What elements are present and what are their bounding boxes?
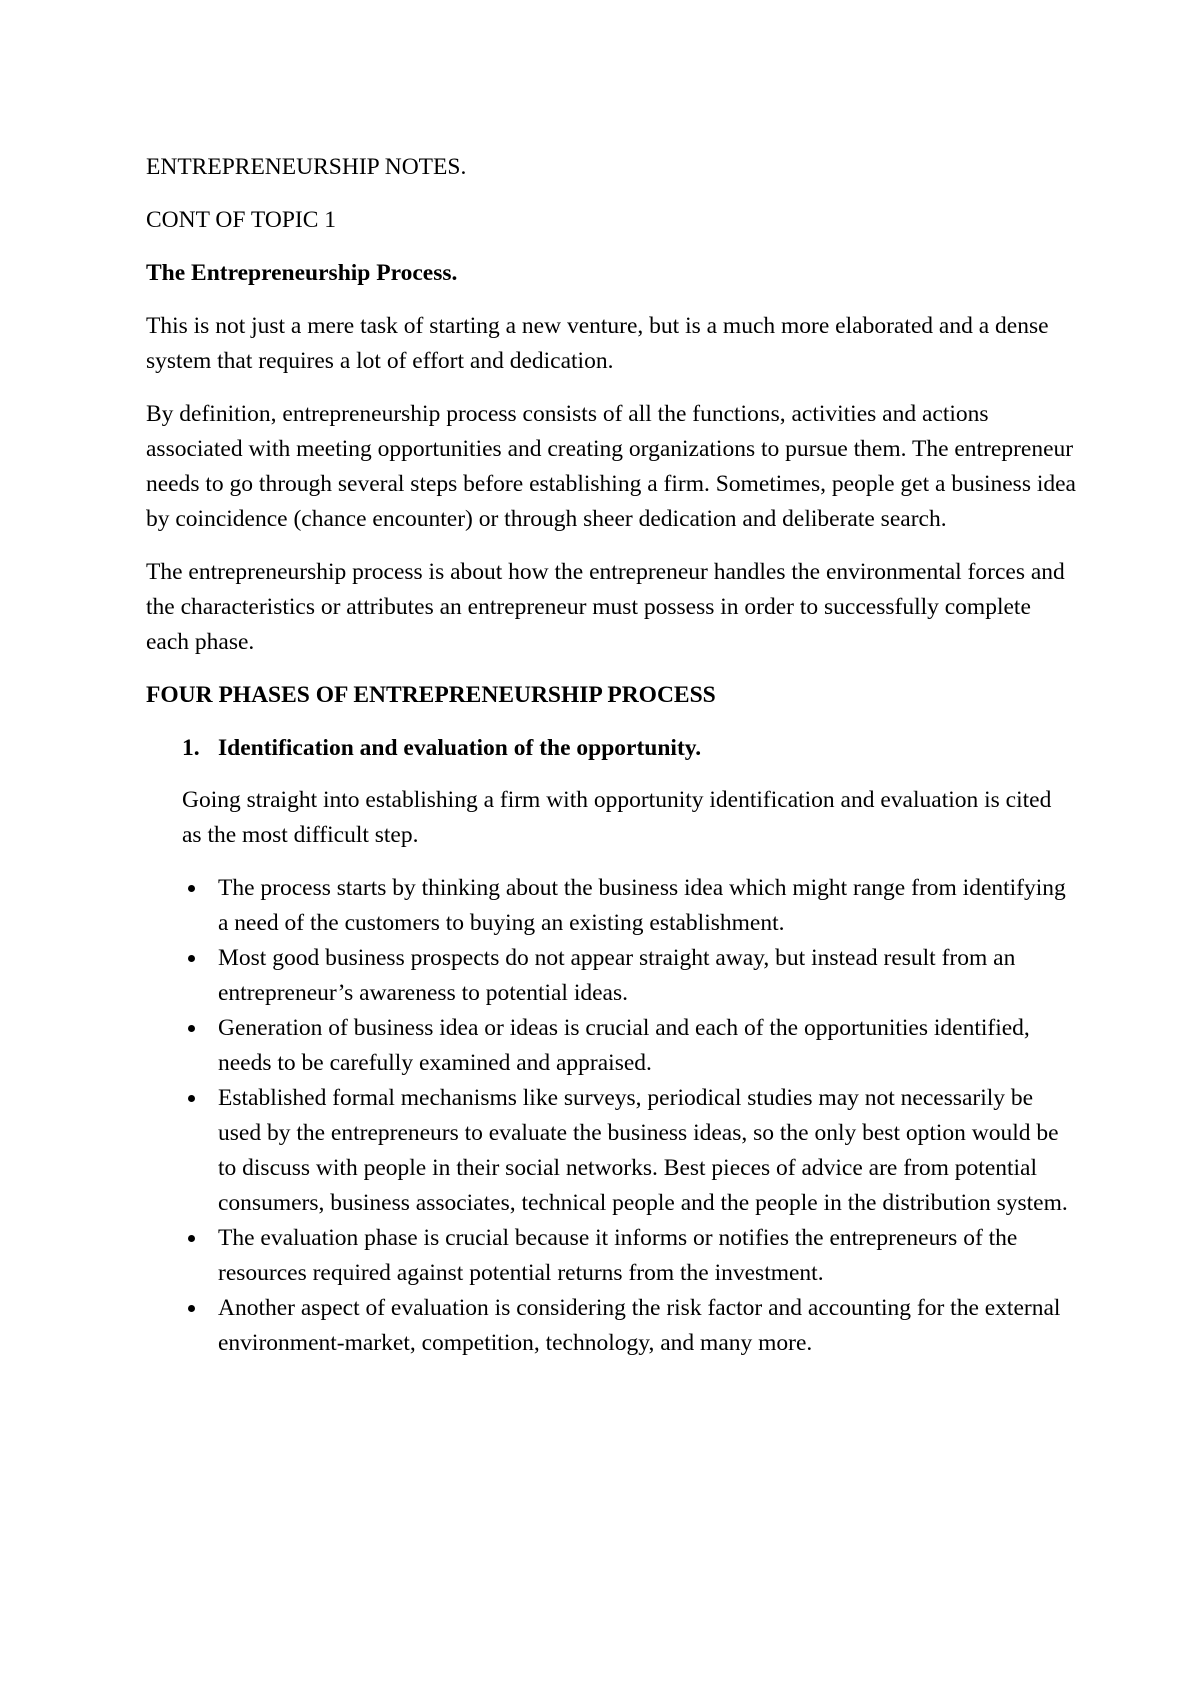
list-item — [182, 1081, 1076, 1221]
phases-heading: FOUR PHASES OF ENTREPRENEURSHIP PROCESS — [146, 682, 716, 708]
paragraph-intro: This is not just a mere task of starting a new venture, but is a much more elaborated and a dense system that requires a lot of effort and dedication. — [146, 313, 1049, 374]
list-item — [182, 1291, 1076, 1361]
phase-1-number: 1. — [182, 735, 200, 761]
bullet-text: Most good business prospects do not appear straight away, but instead result from an entrepreneur’s awareness to potential ideas. — [218, 945, 1016, 1006]
document-title: ENTREPRENEURSHIP NOTES. — [146, 154, 467, 180]
list-item — [182, 1221, 1076, 1291]
list-item — [182, 871, 1076, 941]
list-item — [182, 1011, 1076, 1081]
list-item — [182, 941, 1076, 1011]
paragraph-process: The entrepreneurship process is about how the entrepreneur handles the environmental forces and the characteristics or attributes an entrepreneur must possess in order to successfully complete each phase. — [146, 559, 1065, 655]
bullet-icon — [182, 1011, 218, 1046]
bullet-text: Another aspect of evaluation is considering the risk factor and accounting for the external environment-market, competition, technology, and many more. — [218, 1295, 1061, 1356]
bullet-text: The evaluation phase is crucial because it informs or notifies the entrepreneurs of the resources required against potential returns from the investment. — [218, 1225, 1018, 1286]
paragraph-definition: By definition, entrepreneurship process consists of all the functions, activities and actions associated with meeting opportunities and creating organizations to pursue them. The entrepreneur needs to go through several steps before establishing a firm. Sometimes, people get a business idea by coincidence (chance encounter) or through sheer dedication and deliberate search. — [146, 401, 1076, 532]
bullet-text: Generation of business idea or ideas is crucial and each of the opportunities identified, needs to be carefully examined and appraised. — [218, 1015, 1030, 1076]
section-heading: The Entrepreneurship Process. — [146, 260, 458, 286]
bullet-icon — [182, 1081, 218, 1116]
phase-1-title-text: Identification and evaluation of the opportunity. — [218, 735, 702, 761]
bullet-icon — [182, 871, 218, 906]
bullet-text: Established formal mechanisms like surveys, periodical studies may not necessarily be used by the entrepreneurs to evaluate the business ideas, so the only best option would be to discuss with people in their social networks. Best pieces of advice are from potential consumers, business associates, technical people and the people in the distribution system. — [218, 1085, 1068, 1216]
document-subtitle: CONT OF TOPIC 1 — [146, 207, 337, 233]
bullet-icon — [182, 1221, 218, 1256]
phase-1-intro: Going straight into establishing a firm with opportunity identification and evaluation is cited as the most difficult step. — [182, 787, 1052, 848]
bullet-icon — [182, 941, 218, 976]
phase-1-title — [146, 731, 1076, 766]
bullet-text: The process starts by thinking about the business idea which might range from identifying a need of the customers to buying an existing establishment. — [218, 875, 1066, 936]
bullet-icon — [182, 1291, 218, 1326]
document-body — [146, 150, 1076, 1361]
phase-1-bullet-list — [146, 871, 1076, 1361]
